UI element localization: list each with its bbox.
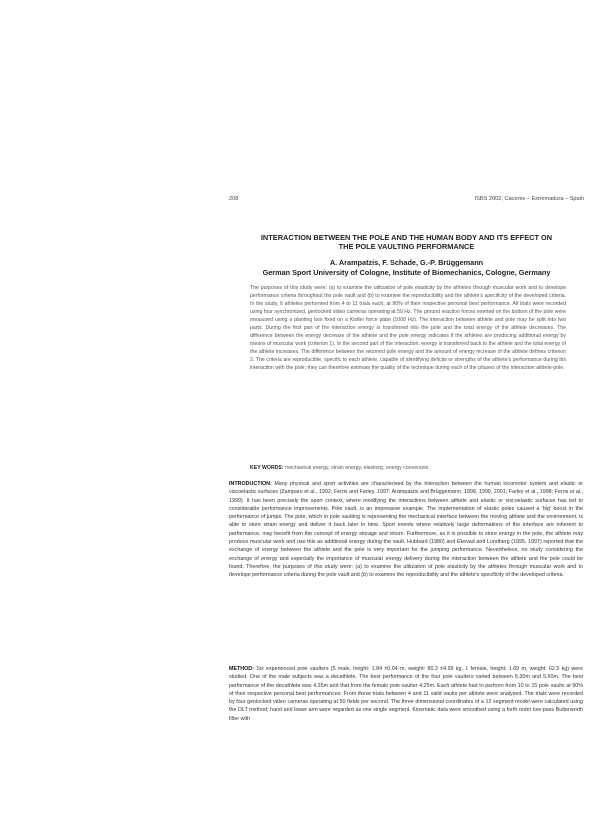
- paper-title: [229, 233, 584, 252]
- introduction-section: [229, 480, 583, 580]
- paper-title-line-1: INTERACTION BETWEEN THE POLE AND THE HUMAN BODY AND ITS EFFECT ON: [260, 233, 553, 242]
- abstract: The purposes of this study were: (a) to examine the utilization of pole elasticity by the athletes through muscular work and to develope performance criteria throughout the pole vault and (b) to examine the reproducibility and the athlete's specificity of the developed criteria. In the study, 6 athletes performed from 4 to 11 trials each, at 90% of their respective personal best performance. All trials were recorded using four synchronized, genlocked video cameras operating at 50 Hz. The ground reaction forces exerted on the bottom of the pole were measured using a planting box fixed on a Kistler force plate (1000 Hz). The interaction between athlete and pole may be split into two parts. During the first part of the interaction energy is transferred into the pole and the total energy of the athlete decreases. The difference between the energy decrease of the athlete and the pole energy indicates if the athletes are producing additional energy by means of muscular work (criterion 1). In the second part of the interaction, energy is transferred back to the athlete and the total energy of the athlete increases. The difference between the returned pole energy and the amount of energy increase of the athlete defines criterion 2. The criteria are reproducible, specific to each athlete, capable of identifying deficits or strengths of the athlete's performance during his interaction with the pole; they can therefore estimate the quality of the technique during each of the phases of the interaction athlete-pole.: [250, 285, 566, 372]
- method-section: [229, 665, 583, 723]
- paper-affiliation: German Sport University of Cologne, Institute of Biomechanics, Cologne, Germany: [262, 268, 551, 277]
- keywords-label: KEY WORDS:: [250, 465, 284, 471]
- running-header: [229, 196, 584, 202]
- introduction-heading: INTRODUCTION:: [229, 481, 272, 487]
- method-heading: METHOD:: [229, 666, 254, 672]
- conference-name: ISBS 2002, Cáceres – Extremadura – Spain: [474, 196, 584, 202]
- page-number: 208: [229, 196, 239, 202]
- keywords: [250, 464, 570, 472]
- keywords-text: mechanical energy, strain energy, elasticity, energy conversion.: [285, 465, 430, 471]
- method-text: Six experienced pole vaulters (5 male, height: 1.84 ±0.04 m, weight: 80.3 ±4.99 kg, 1 female, height: 1.69 m, weight: 62.5 kg) were studied. One of the male subjects was a decathlete. The best performance of the four pole vaulters varied between 5.30m and 5.60m. The best performance of the decathlete was 4.35m and that from the female pole vaulter 4.25m. Each athlete had to perform from 10 to 15 pole vaults at 90% of their respective personal best performances. From these trials between 4 and 11 valid vaults per athlete were analysed. The trials were recorded by four genlocked video cameras operating at 50 fields per second. The three dimensional coordinates of a 12 segment model were calculated using the DLT method; hand and lower arm were regarded as one single segment. Kinematic data were smoothed using a forth order low-pass Butterworth filter with: [229, 666, 583, 722]
- introduction-text: Many physical and sport activities are characterised by the interaction between the human locomotor system and elastic or viscoelastic surfaces (Zamparo et al., 1992; Ferris and Farley, 1997; Arampatzis and Brüggemann, 1998, 1999, 2001; Farley et al., 1998; Ferris et al., 1999). It has been precisely the sport context, where modifying the interactions between athlete and elastic or viscoelastic surfaces has led to considerable performance improvements. Pole vault, is an impressive example. The implementation of elastic poles caused a 'big' boost in the performance of jumps. The pole, which in pole vaulting is representing the mechanical interface between the moving athlete and the environment, is able to store strain energy and deliver it back later in time. Sport events where relatively large deformations of the interface are inherent to performance, may benefit from the concept of energy storage and return. Furthermore, as it is possible to store energy in the pole, the athlete may produce muscular work and use this as additional energy during the vault. Hubbard (1980) and Ekevad and Lundberg (1995, 1997) reported that the exchange of energy between the athlete and the pole is very important for the jumping performance. Nevertheless, no study considering the exchange of energy and especially the importance of muscular energy delivery during the interaction between the athlete and the pole could be found. Therefore, the purposes of this study were: (a) to examine the utilization of pole elasticity by the athletes through muscular work and to develope performance criteria during the pole vault and (b) to examine the reproducibility and the athlete's specificity of the developed criteria.: [229, 481, 583, 579]
- paper-authors: A. Arampatzis, F. Schade, G.-P. Brüggemann: [329, 258, 484, 267]
- paper-title-line-2: THE POLE VAULTING PERFORMANCE: [338, 242, 475, 252]
